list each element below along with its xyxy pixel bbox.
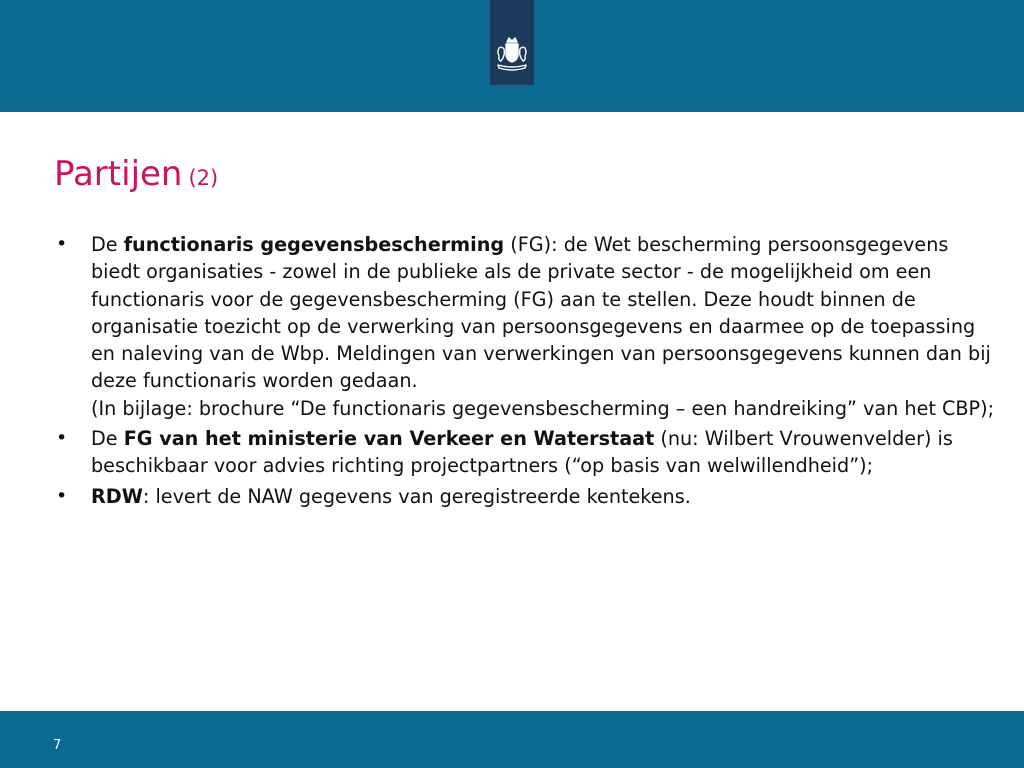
footer-band	[0, 711, 1024, 768]
bullet-bold: RDW	[91, 484, 143, 508]
bullet-bold: FG van het ministerie van Verkeer en Waterstaat	[123, 427, 655, 451]
bullet-prefix: De	[91, 233, 124, 256]
bullet-prefix: De	[91, 427, 124, 451]
list-item	[56, 231, 996, 422]
logo-ribbon	[490, 0, 534, 85]
bullet-text: (FG): de Wet bescherming persoonsgegevens biedt organisaties - zowel in de publieke als de private sector - de mogelijkheid om een functionaris voor de gegevensbescherming (FG) aan te stellen. Deze houdt binnen de organisatie toezicht op de verwerking van persoonsgegevens en daarmee op de toepassing en naleving van de Wbp. Meldingen van verwerkingen van persoonsgegevens kunnen dan bij deze functionaris worden gedaan.	[91, 233, 991, 393]
bullet-dot: •	[56, 427, 68, 450]
page-number: 7	[53, 738, 62, 753]
slide-title-text: Partijen	[54, 154, 183, 194]
bullet-dot: •	[56, 484, 68, 507]
bullet-text: : levert de NAW gegevens van geregistreerde kentekens.	[142, 484, 691, 508]
list-item	[56, 483, 996, 510]
list-item	[56, 425, 996, 480]
bullet-note: (In bijlage: brochure “De functionaris gegevensbescherming – een handreiking” van het CBP);	[91, 396, 995, 420]
slide-title-suffix: (2)	[188, 166, 219, 190]
slide-title	[54, 150, 218, 202]
header-band	[0, 0, 1024, 112]
bullet-bold: functionaris gegevensbescherming	[123, 233, 505, 256]
coat-of-arms-icon	[494, 34, 530, 74]
bullet-dot: •	[56, 233, 68, 255]
bullet-list	[56, 231, 996, 513]
bullet-text: (nu: Wilbert Vrouwenvelder) is beschikbaar voor advies richting projectpartners (“op basis van welwillendheid”);	[91, 427, 953, 478]
